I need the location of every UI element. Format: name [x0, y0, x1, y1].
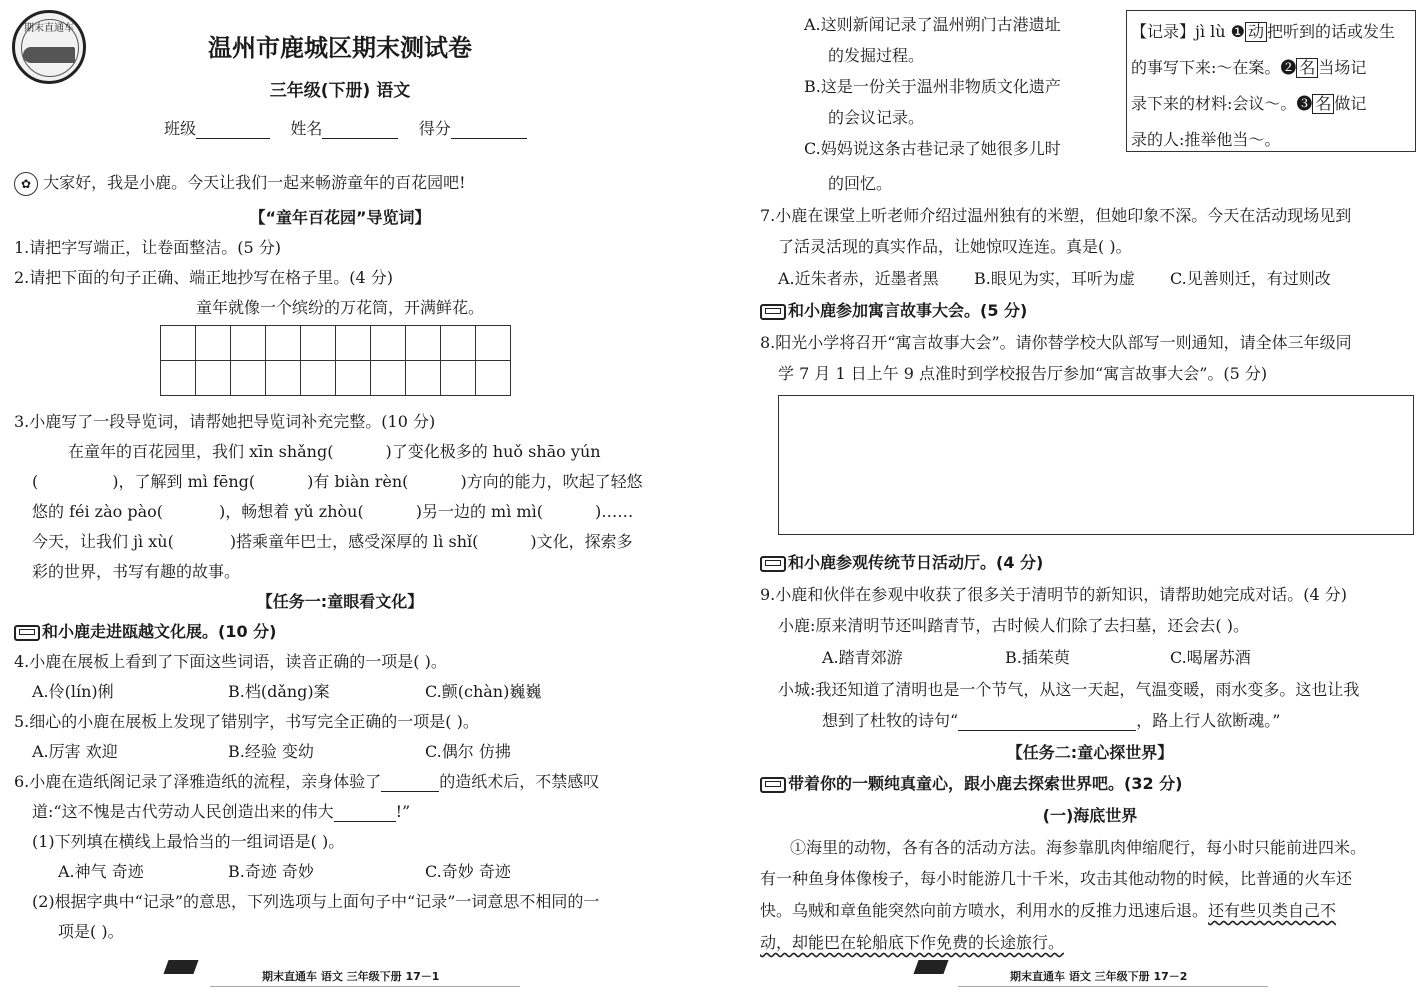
q9-dialog-a: 小鹿:原来清明节还叫踏青节，古时候人们除了去扫墓，还会去( )。 — [778, 616, 1249, 635]
train-icon — [23, 47, 75, 63]
bus-icon — [760, 556, 786, 572]
question-7-cont: 了活灵活现的真实作品，让她惊叹连连。真是( )。 — [778, 237, 1132, 256]
q5-option-c[interactable]: C.偶尔 仿拂 — [425, 742, 511, 761]
dictionary-box — [1126, 10, 1416, 152]
question-2: 2.请把下面的句子正确、端正地抄写在格子里。(4 分) — [14, 268, 394, 287]
q6-2-option-b-cont: 的会议记录。 — [828, 108, 925, 127]
bus-icon — [760, 304, 786, 320]
dict-line-2: 的事写下来:～在案。❷ 名 当场记 — [1131, 58, 1367, 77]
q6-1-option-a[interactable]: A.神气 奇迹 — [58, 862, 144, 881]
q9-dialog-b-cont: 想到了杜牧的诗句“ ，路上行人欲断魂。” — [822, 711, 1281, 730]
footer-line — [958, 986, 1268, 987]
question-6: 6.小鹿在造纸阁记录了泽雅造纸的流程，亲身体验了 的造纸术后，不禁感叹 — [14, 772, 600, 791]
question-9: 9.小鹿和伙伴在参观中收获了很多关于清明节的新知识，请帮助她完成对话。(4 分) — [760, 585, 1348, 604]
q9-option-b[interactable]: B.插茱萸 — [1005, 648, 1070, 667]
section-task2: 【任务二:童心探世界】 — [1006, 743, 1174, 762]
q5-option-a[interactable]: A.厉害 欢迎 — [32, 742, 118, 761]
logo-badge — [12, 10, 86, 84]
q6-2-option-a[interactable]: A.这则新闻记录了温州朔门古港遗址 — [804, 15, 1061, 34]
q4-option-c[interactable]: C.颤(chàn)巍巍 — [425, 682, 542, 701]
q6-sub-1: (1)下列填在横线上最恰当的一组词语是( )。 — [32, 832, 345, 851]
footer-left: 期末直通车 语文 三年级下册 17－1 — [262, 970, 440, 983]
class-label: 班级 — [164, 119, 197, 138]
page-subtitle: 三年级(下册) 语文 — [269, 81, 411, 101]
notice-answer-box[interactable] — [778, 395, 1414, 535]
score-field[interactable] — [451, 138, 527, 139]
deer-icon: ✿ — [14, 172, 38, 196]
reading-title: (一)海底世界 — [1042, 806, 1138, 825]
subsection-1: 和小鹿走进瓯越文化展。(10 分) — [14, 619, 276, 642]
poem-blank[interactable] — [958, 730, 1136, 731]
dict-line-3: 录下来的材料:会议～。❸ 名 做记 — [1131, 94, 1367, 113]
question-1: 1.请把字写端正，让卷面整洁。(5 分) — [14, 238, 282, 257]
footer-right: 期末直通车 语文 三年级下册 17－2 — [1010, 970, 1188, 983]
dict-line-1: 【记录】jì lù ❶ 动 把听到的话或发生 — [1131, 22, 1396, 41]
q6-1-option-b[interactable]: B.奇迹 奇妙 — [228, 862, 314, 881]
score-label: 得分 — [418, 119, 451, 138]
footer-line — [210, 986, 520, 987]
q5-option-b[interactable]: B.经验 变幼 — [228, 742, 314, 761]
question-5: 5.细心的小鹿在展板上发现了错别字，书写完全正确的一项是( )。 — [14, 712, 479, 731]
graduation-cap-icon — [913, 960, 948, 974]
reading-para-line-4: 动，却能巴在轮船底下作免费的长途旅行。 — [760, 933, 1065, 952]
q3-line-4: 今天，让我们 jì xù( )搭乘童年巴士，感受深厚的 lì shǐ( )文化，探索多 — [32, 532, 633, 551]
subsection-4: 带着你的一颗纯真童心，跟小鹿去探索世界吧。(32 分) — [760, 771, 1182, 794]
info-fields — [164, 116, 527, 139]
q4-option-b[interactable]: B.档(dǎng)案 — [228, 682, 330, 701]
q9-option-c[interactable]: C.喝屠苏酒 — [1170, 648, 1251, 667]
writing-grid[interactable] — [160, 325, 511, 396]
q4-option-a[interactable]: A.伶(lín)俐 — [32, 682, 114, 701]
subsection-2: 和小鹿参加寓言故事大会。(5 分) — [760, 298, 1027, 321]
question-8-cont: 学 7 月 1 日上午 9 点准时到学校报告厅参加“寓言故事大会”。(5 分) — [778, 364, 1268, 383]
question-6-cont: 道:“这不愧是古代劳动人民创造出来的伟大 !” — [32, 802, 411, 821]
logo-text: 期末直通车 — [24, 23, 74, 34]
bus-icon — [14, 625, 40, 641]
section-guide: 【“童年百花园”导览词】 — [249, 208, 431, 227]
reading-para-line-2: 有一种鱼身体像梭子，每小时能游几十千米，攻击其他动物的时候，比普通的火车还 — [760, 869, 1353, 888]
q3-line-2: ( )，了解到 mì fēng( )有 biàn rèn( )方向的能力，吹起了轻悠 — [32, 472, 643, 491]
question-4: 4.小鹿在展板上看到了下面这些词语，读音正确的一项是( )。 — [14, 652, 447, 671]
graduation-cap-icon — [163, 960, 198, 974]
dict-line-4: 录的人:推举他当～。 — [1131, 130, 1281, 149]
subsection-3: 和小鹿参观传统节日活动厅。(4 分) — [760, 550, 1043, 573]
intro-line — [14, 170, 466, 196]
q6-2-option-a-cont: 的发掘过程。 — [828, 46, 925, 65]
q2-sentence: 童年就像一个缤纷的万花筒，开满鲜花。 — [195, 298, 484, 317]
question-8: 8.阳光小学将召开“寓言故事大会”。请你替学校大队部写一则通知，请全体三年级同 — [760, 333, 1352, 352]
q3-line-3: 悠的 féi zào pào( )，畅想着 yǔ zhòu( )另一边的 mì mì( )…… — [32, 502, 634, 521]
q7-option-c[interactable]: C.见善则迁，有过则改 — [1170, 269, 1331, 288]
q3-line-1: 在童年的百花园里，我们 xīn shǎng( )了变化极多的 huǒ shāo yún — [68, 442, 601, 461]
question-7: 7.小鹿在课堂上听老师介绍过温州独有的米塑，但她印象不深。今天在活动现场见到 — [760, 206, 1352, 225]
bus-icon — [760, 777, 786, 793]
q6-sub-2: (2)根据字典中“记录”的意思，下列选项与上面句子中“记录”一词意思不相同的一 — [32, 892, 600, 911]
section-task1: 【任务一:童眼看文化】 — [256, 592, 424, 611]
q6-blank-2[interactable] — [334, 821, 396, 822]
reading-para-line-3: 快。乌贼和章鱼能突然向前方喷水，利用水的反推力迅速后退。还有些贝类自己不 — [760, 901, 1337, 920]
q7-option-b[interactable]: B.眼见为实，耳听为虚 — [974, 269, 1135, 288]
q6-sub-2-cont: 项是( )。 — [58, 922, 124, 941]
q3-line-5: 彩的世界，书写有趣的故事。 — [32, 562, 241, 581]
q6-2-option-c[interactable]: C.妈妈说这条古巷记录了她很多儿时 — [804, 139, 1061, 158]
q6-blank-1[interactable] — [381, 791, 439, 792]
q6-2-option-c-cont: 的回忆。 — [828, 174, 893, 193]
question-3: 3.小鹿写了一段导览词，请帮她把导览词补充完整。(10 分) — [14, 412, 436, 431]
q9-dialog-b: 小城:我还知道了清明也是一个节气，从这一天起，气温变暖，雨水变多。这也让我 — [778, 680, 1360, 699]
class-field[interactable] — [196, 138, 270, 139]
name-label: 姓名 — [290, 119, 323, 138]
q6-1-option-c[interactable]: C.奇妙 奇迹 — [425, 862, 511, 881]
q6-2-option-b[interactable]: B.这是一份关于温州非物质文化遗产 — [804, 77, 1061, 96]
q9-option-a[interactable]: A.踏青郊游 — [822, 648, 903, 667]
q7-option-a[interactable]: A.近朱者赤，近墨者黑 — [778, 269, 939, 288]
page-title: 温州市鹿城区期末测试卷 — [208, 34, 472, 62]
intro-text: 大家好，我是小鹿。今天让我们一起来畅游童年的百花园吧! — [43, 173, 466, 192]
reading-para-line-1: ①海里的动物，各有各的活动方法。海参靠肌肉伸缩爬行，每小时只能前进四米。 — [790, 838, 1367, 857]
name-field[interactable] — [322, 138, 398, 139]
